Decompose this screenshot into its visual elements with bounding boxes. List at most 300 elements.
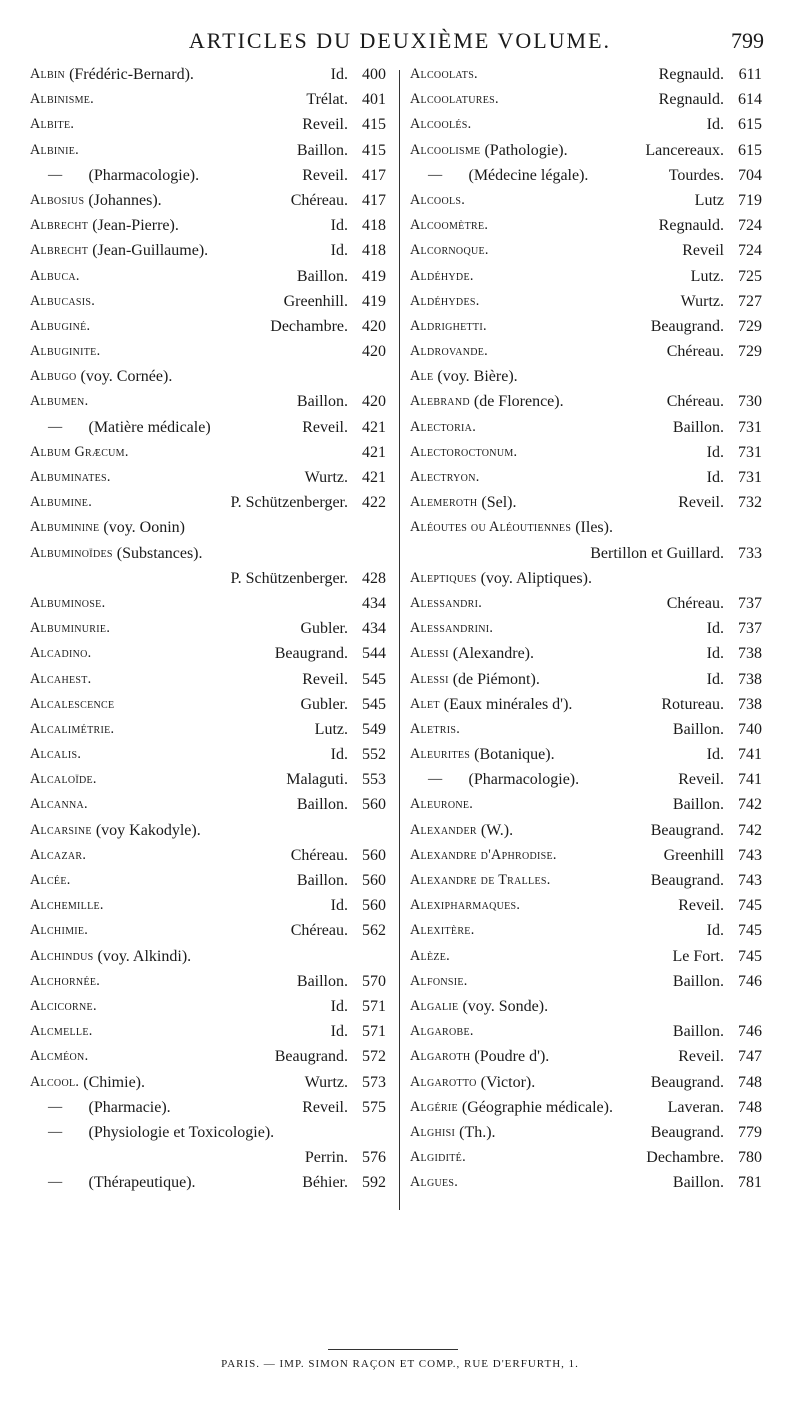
entry-headword: Alcoolés. (410, 116, 472, 133)
entry-author: Baillon. (672, 720, 724, 738)
entry-page: 422 (362, 494, 386, 512)
index-entry (410, 994, 762, 1019)
entry-qualifier: (Poudre d'). (474, 1048, 550, 1066)
entry-page: 576 (362, 1149, 386, 1167)
left-column (30, 62, 386, 1195)
entry-page: 420 (362, 317, 386, 335)
entry-headword: Alcornoque. (410, 242, 489, 259)
entry-page: 545 (362, 695, 386, 713)
entry-page: 731 (738, 469, 762, 486)
entry-qualifier: (Frédéric-Bernard). (69, 66, 194, 83)
index-entry (30, 163, 386, 188)
entry-page (724, 994, 762, 1019)
entry-headword: Albinie. (30, 141, 79, 158)
entry-qualifier: (W.). (480, 821, 514, 839)
entry-page: 730 (738, 393, 762, 411)
entry-page: 742 (738, 821, 762, 839)
entry-author: Baillon. (296, 267, 348, 285)
entry-author: Baillon. (296, 393, 348, 411)
entry-headword: Algérie (410, 1098, 458, 1115)
entry-headword: Alexipharmaques. (410, 897, 521, 914)
index-entry (30, 767, 386, 792)
entry-qualifier: (Victor). (480, 1073, 536, 1091)
entry-headword: Alèze. (410, 947, 451, 964)
entry-page (348, 541, 386, 566)
entry-page: 743 (738, 846, 762, 864)
entry-page: 592 (362, 1174, 386, 1192)
index-entry (30, 389, 386, 414)
entry-headword: — (48, 1098, 63, 1115)
entry-author: Reveil. (678, 771, 724, 789)
index-entry (410, 893, 762, 918)
entry-page: 746 (738, 1023, 762, 1041)
entry-page: 418 (362, 217, 386, 235)
entry-qualifier: (Géographie médicale). (461, 1098, 613, 1116)
entry-page (348, 944, 386, 969)
entry-author: Greenhill (663, 846, 724, 864)
entry-headword: Alcalescence (30, 695, 115, 712)
index-entry (30, 238, 386, 263)
entry-author: Dechambre. (646, 1149, 724, 1167)
entry-qualifier: (Physiologie et Toxicologie). (88, 1123, 275, 1141)
entry-headword: Alessandrini. (410, 620, 494, 637)
entry-headword: Alet (410, 695, 440, 712)
entry-qualifier: (Th.). (459, 1123, 496, 1141)
index-entry (30, 364, 386, 389)
entry-author: Gubler. (300, 695, 348, 713)
index-entry (30, 616, 386, 641)
entry-page: 740 (738, 720, 762, 738)
index-entry (30, 1145, 386, 1170)
entry-page: 420 (362, 393, 386, 411)
entry-headword: Alcée. (30, 872, 71, 888)
entry-headword: Alcméon. (30, 1048, 89, 1065)
entry-page: 741 (738, 771, 762, 789)
entry-qualifier: (voy. Oonin) (103, 519, 185, 537)
entry-headword: Alcadino. (30, 645, 92, 662)
entry-page: 560 (362, 897, 386, 915)
index-entry (410, 717, 762, 742)
entry-headword: Aleptiques (410, 569, 477, 586)
entry-headword: Alectoroctonum. (410, 443, 518, 460)
entry-headword: Alcoolats. (410, 66, 478, 82)
entry-page: 573 (362, 1073, 386, 1091)
entry-page (724, 515, 762, 540)
entry-headword: Alcaloïde. (30, 771, 97, 788)
index-entry (410, 818, 762, 843)
index-entry (30, 591, 386, 616)
index-entry (410, 767, 762, 792)
index-entry (30, 264, 386, 289)
entry-page: 731 (738, 443, 762, 461)
entry-page: 562 (362, 922, 386, 940)
entry-headword: Alghisi (410, 1123, 456, 1140)
entry-author: Reveil. (678, 1048, 724, 1066)
index-entry (30, 641, 386, 666)
entry-author: Wurtz. (304, 469, 348, 486)
entry-headword: Algues. (410, 1174, 459, 1191)
entry-qualifier: (de Florence). (473, 393, 564, 411)
entry-headword: Alcarsine (30, 821, 92, 838)
entry-headword: Albuginite. (30, 343, 101, 360)
index-entry (410, 314, 762, 339)
entry-headword: Algarobe. (410, 1023, 474, 1040)
index-entry (30, 994, 386, 1019)
index-entry (30, 138, 386, 163)
entry-headword: Albite. (30, 116, 75, 133)
index-entry (410, 843, 762, 868)
entry-qualifier: (voy. Cornée). (80, 368, 173, 386)
entry-page: 741 (738, 746, 762, 764)
index-entry (410, 213, 762, 238)
entry-page (348, 515, 386, 540)
entry-headword: Alcmelle. (30, 1023, 93, 1040)
index-entry (410, 440, 762, 465)
page-header (0, 28, 800, 58)
entry-headword: — (48, 1123, 63, 1140)
entry-page: 615 (738, 141, 762, 159)
entry-page: 421 (362, 418, 386, 436)
index-entry (30, 969, 386, 994)
entry-qualifier: (voy Kakodyle). (95, 821, 201, 839)
entry-author: Id. (330, 746, 348, 764)
entry-page: 725 (738, 267, 762, 285)
entry-author: Chéreau. (666, 594, 724, 612)
entry-author: Bertillon et Guillard. (590, 544, 724, 562)
entry-author: Dechambre. (270, 317, 348, 335)
entry-headword: Albuminine (30, 519, 100, 536)
entry-page: 727 (738, 292, 762, 310)
index-entry (410, 667, 762, 692)
entry-page: 575 (362, 1098, 386, 1116)
entry-page: 742 (738, 796, 762, 814)
entry-page: 729 (738, 317, 762, 335)
entry-page: 417 (362, 191, 386, 209)
entry-author: Id. (330, 897, 348, 915)
entry-page: 572 (362, 1048, 386, 1066)
entry-headword: Ale (410, 368, 434, 385)
entry-page: 434 (362, 594, 386, 612)
entry-page: 417 (362, 166, 386, 184)
index-entry (30, 1170, 386, 1195)
index-entry (410, 289, 762, 314)
entry-author: Lutz (694, 191, 724, 209)
index-entry (410, 490, 762, 515)
entry-headword: Alcoomètre. (410, 217, 489, 234)
index-entry (410, 918, 762, 943)
entry-headword: Alebrand (410, 393, 470, 410)
entry-headword: Albinisme. (30, 91, 95, 108)
entry-page: 434 (362, 620, 386, 638)
index-entry (30, 541, 386, 566)
entry-author: Reveil. (678, 897, 724, 915)
index-entry (30, 818, 386, 843)
entry-author: Reveil (682, 242, 724, 260)
entry-page: 614 (738, 91, 762, 109)
index-entry (30, 515, 386, 540)
entry-author: Greenhill. (283, 292, 348, 310)
index-entry (30, 692, 386, 717)
index-entry (410, 163, 762, 188)
index-entry (30, 667, 386, 692)
entry-qualifier: (voy. Sonde). (462, 997, 549, 1015)
entry-headword: Alchornée. (30, 972, 101, 989)
entry-author: Beaugrand. (650, 1073, 724, 1091)
page-number: 799 (731, 28, 764, 53)
entry-page: 704 (738, 166, 762, 184)
entry-page: 746 (738, 972, 762, 990)
entry-page: 745 (738, 922, 762, 940)
entry-author: Baillon. (296, 872, 348, 889)
entry-author: Béhier. (302, 1174, 348, 1192)
index-entry (30, 868, 386, 893)
entry-page: 571 (362, 1023, 386, 1041)
entry-headword: Alcoolatures. (410, 91, 499, 108)
index-entry (410, 62, 762, 87)
index-entry (410, 566, 762, 591)
entry-author: Beaugrand. (650, 872, 724, 889)
entry-author: Reveil. (302, 116, 348, 134)
index-entry (30, 742, 386, 767)
index-entry (30, 490, 386, 515)
entry-headword: Aldéhyde. (410, 267, 474, 284)
index-entry (30, 1095, 386, 1120)
index-entry (30, 893, 386, 918)
index-entry (410, 1070, 762, 1095)
entry-page: 731 (738, 418, 762, 436)
entry-qualifier: (Eaux minérales d'). (443, 695, 573, 713)
entry-author: Id. (330, 66, 348, 83)
entry-page: 779 (738, 1123, 762, 1141)
entry-author: Baillon. (672, 1023, 724, 1041)
entry-qualifier: (Jean-Guillaume). (92, 242, 209, 260)
entry-headword: Alchimie. (30, 922, 89, 939)
entry-author: Id. (706, 670, 724, 688)
entry-author: Regnauld. (658, 91, 724, 109)
entry-author: Chéreau. (290, 846, 348, 864)
entry-headword: Albuminurie. (30, 620, 111, 637)
entry-headword: Alessi (410, 670, 449, 687)
index-entry (30, 87, 386, 112)
entry-page: 615 (738, 116, 762, 134)
entry-page: 545 (362, 670, 386, 688)
entry-author: Wurtz. (304, 1073, 348, 1091)
entry-page: 611 (738, 66, 762, 83)
entry-qualifier: (Substances). (116, 544, 203, 562)
entry-qualifier: (Sel). (481, 494, 517, 512)
entry-page: 724 (738, 217, 762, 235)
entry-page: 549 (362, 720, 386, 738)
entry-page: 419 (362, 267, 386, 285)
entry-author: Baillon. (296, 796, 348, 814)
entry-author: Id. (330, 1023, 348, 1041)
entry-author: Beaugrand. (274, 1048, 348, 1066)
index-entry (410, 1019, 762, 1044)
index-entry (410, 969, 762, 994)
entry-page: 745 (738, 947, 762, 965)
index-entry (30, 213, 386, 238)
index-entry (410, 541, 762, 566)
entry-qualifier: (Thérapeutique). (88, 1174, 196, 1192)
entry-author: Rotureau. (661, 695, 724, 713)
index-entry (410, 1095, 762, 1120)
entry-headword: Aleurone. (410, 796, 474, 813)
entry-headword: Alcoolisme (410, 141, 481, 158)
entry-qualifier: (Jean-Pierre). (92, 217, 179, 235)
index-entry (410, 188, 762, 213)
entry-headword: — (428, 166, 443, 183)
entry-page: 415 (362, 116, 386, 134)
footer-rule (328, 1349, 458, 1350)
entry-qualifier: (Pharmacologie). (468, 771, 580, 789)
entry-page: 553 (362, 771, 386, 789)
entry-page: 733 (738, 544, 762, 562)
entry-headword: — (428, 771, 443, 788)
entry-author: Baillon. (672, 796, 724, 814)
entry-page: 544 (362, 645, 386, 663)
entry-qualifier: (Médecine légale). (468, 166, 589, 184)
index-entry (30, 1070, 386, 1095)
index-entry (30, 415, 386, 440)
entry-headword: Alcazar. (30, 846, 87, 863)
index-entry (410, 591, 762, 616)
entry-author: Beaugrand. (650, 821, 724, 839)
index-entry (410, 264, 762, 289)
entry-headword: Albuginé. (30, 317, 91, 334)
index-entry (410, 515, 762, 540)
entry-author: Chéreau. (290, 922, 348, 940)
index-entry (410, 641, 762, 666)
entry-qualifier: (de Piémont). (452, 670, 540, 688)
index-entry (410, 389, 762, 414)
index-entry (410, 87, 762, 112)
entry-qualifier: (voy. Aliptiques). (480, 569, 592, 587)
entry-page: 729 (738, 343, 762, 361)
entry-headword: Aldrovande. (410, 343, 489, 360)
index-entry (30, 1044, 386, 1069)
entry-author: Chéreau. (666, 393, 724, 411)
entry-page: 560 (362, 872, 386, 889)
entry-qualifier: (voy. Alkindi). (97, 947, 192, 965)
index-entry (30, 566, 386, 591)
entry-page: 560 (362, 846, 386, 864)
index-entry (410, 792, 762, 817)
entry-author: P. Schützenberger. (230, 494, 348, 512)
entry-headword: Albrecht (30, 242, 89, 259)
entry-page: 570 (362, 972, 386, 990)
entry-headword: Alexitère. (410, 922, 475, 939)
entry-page (348, 1120, 386, 1145)
entry-page: 400 (362, 66, 386, 83)
entry-headword: — (48, 1174, 63, 1191)
entry-headword: Aldrighetti. (410, 317, 487, 334)
entry-author: Reveil. (302, 670, 348, 688)
entry-author: Tourdes. (668, 166, 724, 184)
index-entry (410, 742, 762, 767)
entry-headword: Alexandre de Tralles. (410, 872, 551, 888)
index-entry (410, 616, 762, 641)
entry-qualifier: (Matière médicale) (88, 418, 211, 436)
index-entry (30, 314, 386, 339)
entry-headword: Alcalis. (30, 746, 82, 763)
index-entry (30, 440, 386, 465)
entry-headword: — (48, 166, 63, 183)
entry-headword: Albumine. (30, 494, 93, 511)
index-entry (30, 1019, 386, 1044)
entry-author: Id. (706, 116, 724, 134)
entry-headword: Alcahest. (30, 670, 92, 687)
entry-headword: Algaroth (410, 1048, 471, 1065)
entry-qualifier: (Pathologie). (484, 141, 568, 159)
entry-author: Laveran. (667, 1098, 724, 1116)
entry-page: 420 (362, 343, 386, 361)
entry-page: 560 (362, 796, 386, 814)
entry-author: Malaguti. (286, 771, 348, 789)
entry-headword: Albumen. (30, 393, 89, 410)
entry-author: Regnauld. (658, 217, 724, 235)
index-entry (410, 944, 762, 969)
entry-page: 743 (738, 872, 762, 889)
entry-author: Id. (706, 443, 724, 461)
entry-page: 745 (738, 897, 762, 915)
entry-page: 738 (738, 670, 762, 688)
index-entry (410, 868, 762, 893)
entry-headword: Alexander (410, 821, 477, 838)
entry-page: 719 (738, 191, 762, 209)
entry-page: 738 (738, 695, 762, 713)
entry-headword: Album Græcum. (30, 443, 129, 460)
column-divider (399, 70, 400, 1210)
entry-author: Id. (706, 469, 724, 486)
entry-headword: Alfonsie. (410, 972, 468, 989)
right-column (410, 62, 762, 1195)
index-entry (30, 339, 386, 364)
entry-author: Chéreau. (666, 343, 724, 361)
entry-headword: Alcool. (30, 1073, 80, 1090)
entry-author: Regnauld. (658, 66, 724, 83)
entry-author: Lancereaux. (645, 141, 724, 159)
entry-author: Beaugrand. (650, 317, 724, 335)
entry-headword: Alcicorne. (30, 997, 97, 1014)
entry-qualifier: (voy. Bière). (437, 368, 518, 386)
entry-page: 724 (738, 242, 762, 260)
entry-author: Id. (330, 242, 348, 260)
entry-qualifier: (Johannes). (88, 191, 162, 209)
entry-headword: Aléoutes ou Aléoutiennes (410, 519, 572, 536)
entry-page: 732 (738, 494, 762, 512)
entry-headword: Algidité. (410, 1149, 466, 1166)
index-entry (410, 1170, 762, 1195)
entry-author: Baillon. (672, 1174, 724, 1192)
entry-headword: Alexandre d'Aphrodise. (410, 846, 557, 863)
printer-imprint: PARIS. — IMP. SIMON RAÇON ET COMP., RUE D'ERFURTH, 1. (221, 1358, 579, 1370)
entry-headword: Aletris. (410, 720, 461, 737)
entry-page: 401 (362, 91, 386, 109)
entry-headword: Albuca. (30, 267, 80, 284)
entry-page: 738 (738, 645, 762, 663)
entry-headword: Alectryon. (410, 469, 480, 485)
entry-author: Gubler. (300, 620, 348, 638)
entry-author: Reveil. (302, 1098, 348, 1116)
entry-author: Trélat. (306, 91, 348, 109)
entry-page: 418 (362, 242, 386, 260)
entry-author: Beaugrand. (650, 1123, 724, 1141)
entry-author: Baillon. (296, 141, 348, 159)
entry-page: 552 (362, 746, 386, 764)
index-entry (30, 289, 386, 314)
entry-page: 737 (738, 594, 762, 612)
entry-headword: Alcalimétrie. (30, 720, 115, 737)
